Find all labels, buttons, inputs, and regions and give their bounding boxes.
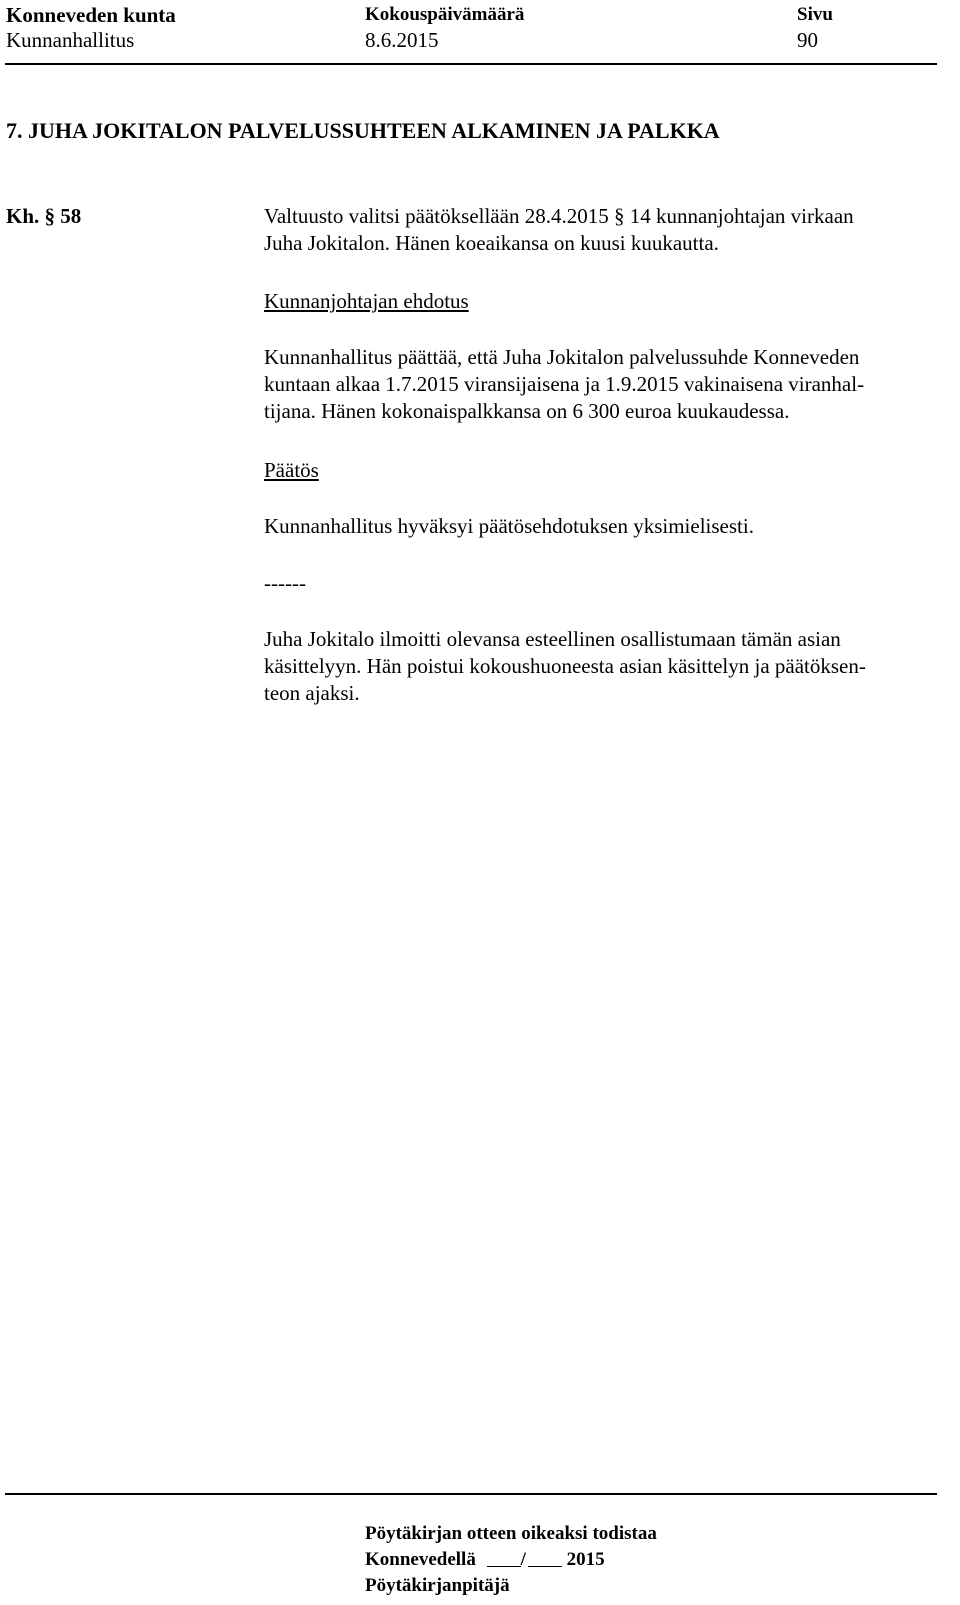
header-divider bbox=[5, 63, 937, 65]
item-reference bbox=[6, 203, 81, 229]
intro-text-b: 14 kunnanjohtajan virkaan bbox=[629, 204, 854, 228]
ref-prefix: Kh. bbox=[6, 204, 40, 228]
certify-place-date bbox=[365, 1548, 605, 1572]
decision-text: Kunnanhallitus hyväksyi päätösehdotuksen yksimielisesti. bbox=[264, 514, 754, 538]
item-title: 7. JUHA JOKITALON PALVELUSSUHTEEN ALKAMINEN JA PALKKA bbox=[6, 118, 720, 143]
certify-text: Pöytäkirjan otteen oikeaksi todistaa bbox=[365, 1523, 657, 1544]
intro-text-a: Valtuusto valitsi päätöksellään 28.4.2015 bbox=[264, 204, 609, 228]
month-blank bbox=[528, 1548, 562, 1567]
note-line-1: Juha Jokitalo ilmoitti olevansa esteellinen osallistumaan tämän asian bbox=[264, 627, 841, 651]
place: Konnevedellä bbox=[365, 1549, 476, 1570]
intro-line-1 bbox=[264, 203, 854, 229]
note-line-2: käsittelyyn. Hän poistui kokoushuoneesta asian käsittelyn ja päätöksen- bbox=[264, 654, 866, 678]
intro-line-2: Juha Jokitalon. Hänen koeaikansa on kuusi kuukautta. bbox=[264, 231, 719, 255]
footer-divider bbox=[5, 1493, 937, 1495]
intro-section-sign: § bbox=[613, 204, 625, 228]
section-sign: § bbox=[44, 204, 56, 228]
page-label: Sivu bbox=[797, 4, 833, 25]
body-name: Kunnanhallitus bbox=[6, 28, 135, 52]
ref-number: 58 bbox=[60, 204, 82, 228]
signer-title: Pöytäkirjanpitäjä bbox=[365, 1575, 510, 1596]
proposal-heading: Kunnanjohtajan ehdotus bbox=[264, 289, 469, 313]
proposal-line-2: kuntaan alkaa 1.7.2015 viransijaisena ja 1.9.2015 vakinaisena viranhal- bbox=[264, 372, 865, 396]
proposal-line-3: tijana. Hänen kokonaispalkkansa on 6 300 euroa kuukaudessa. bbox=[264, 399, 790, 423]
page-number: 90 bbox=[797, 28, 818, 52]
year: 2015 bbox=[566, 1549, 605, 1570]
date-label: Kokouspäivämäärä bbox=[365, 4, 525, 25]
note-line-3: teon ajaksi. bbox=[264, 681, 360, 705]
org-name: Konneveden kunta bbox=[6, 3, 176, 27]
separator: ------ bbox=[264, 571, 306, 595]
proposal-line-1: Kunnanhallitus päättää, että Juha Jokitalon palvelussuhde Konneveden bbox=[264, 345, 860, 369]
decision-heading: Päätös bbox=[264, 458, 319, 482]
day-blank bbox=[487, 1548, 521, 1567]
date-value: 8.6.2015 bbox=[365, 28, 439, 52]
date-slash: / bbox=[520, 1549, 526, 1570]
